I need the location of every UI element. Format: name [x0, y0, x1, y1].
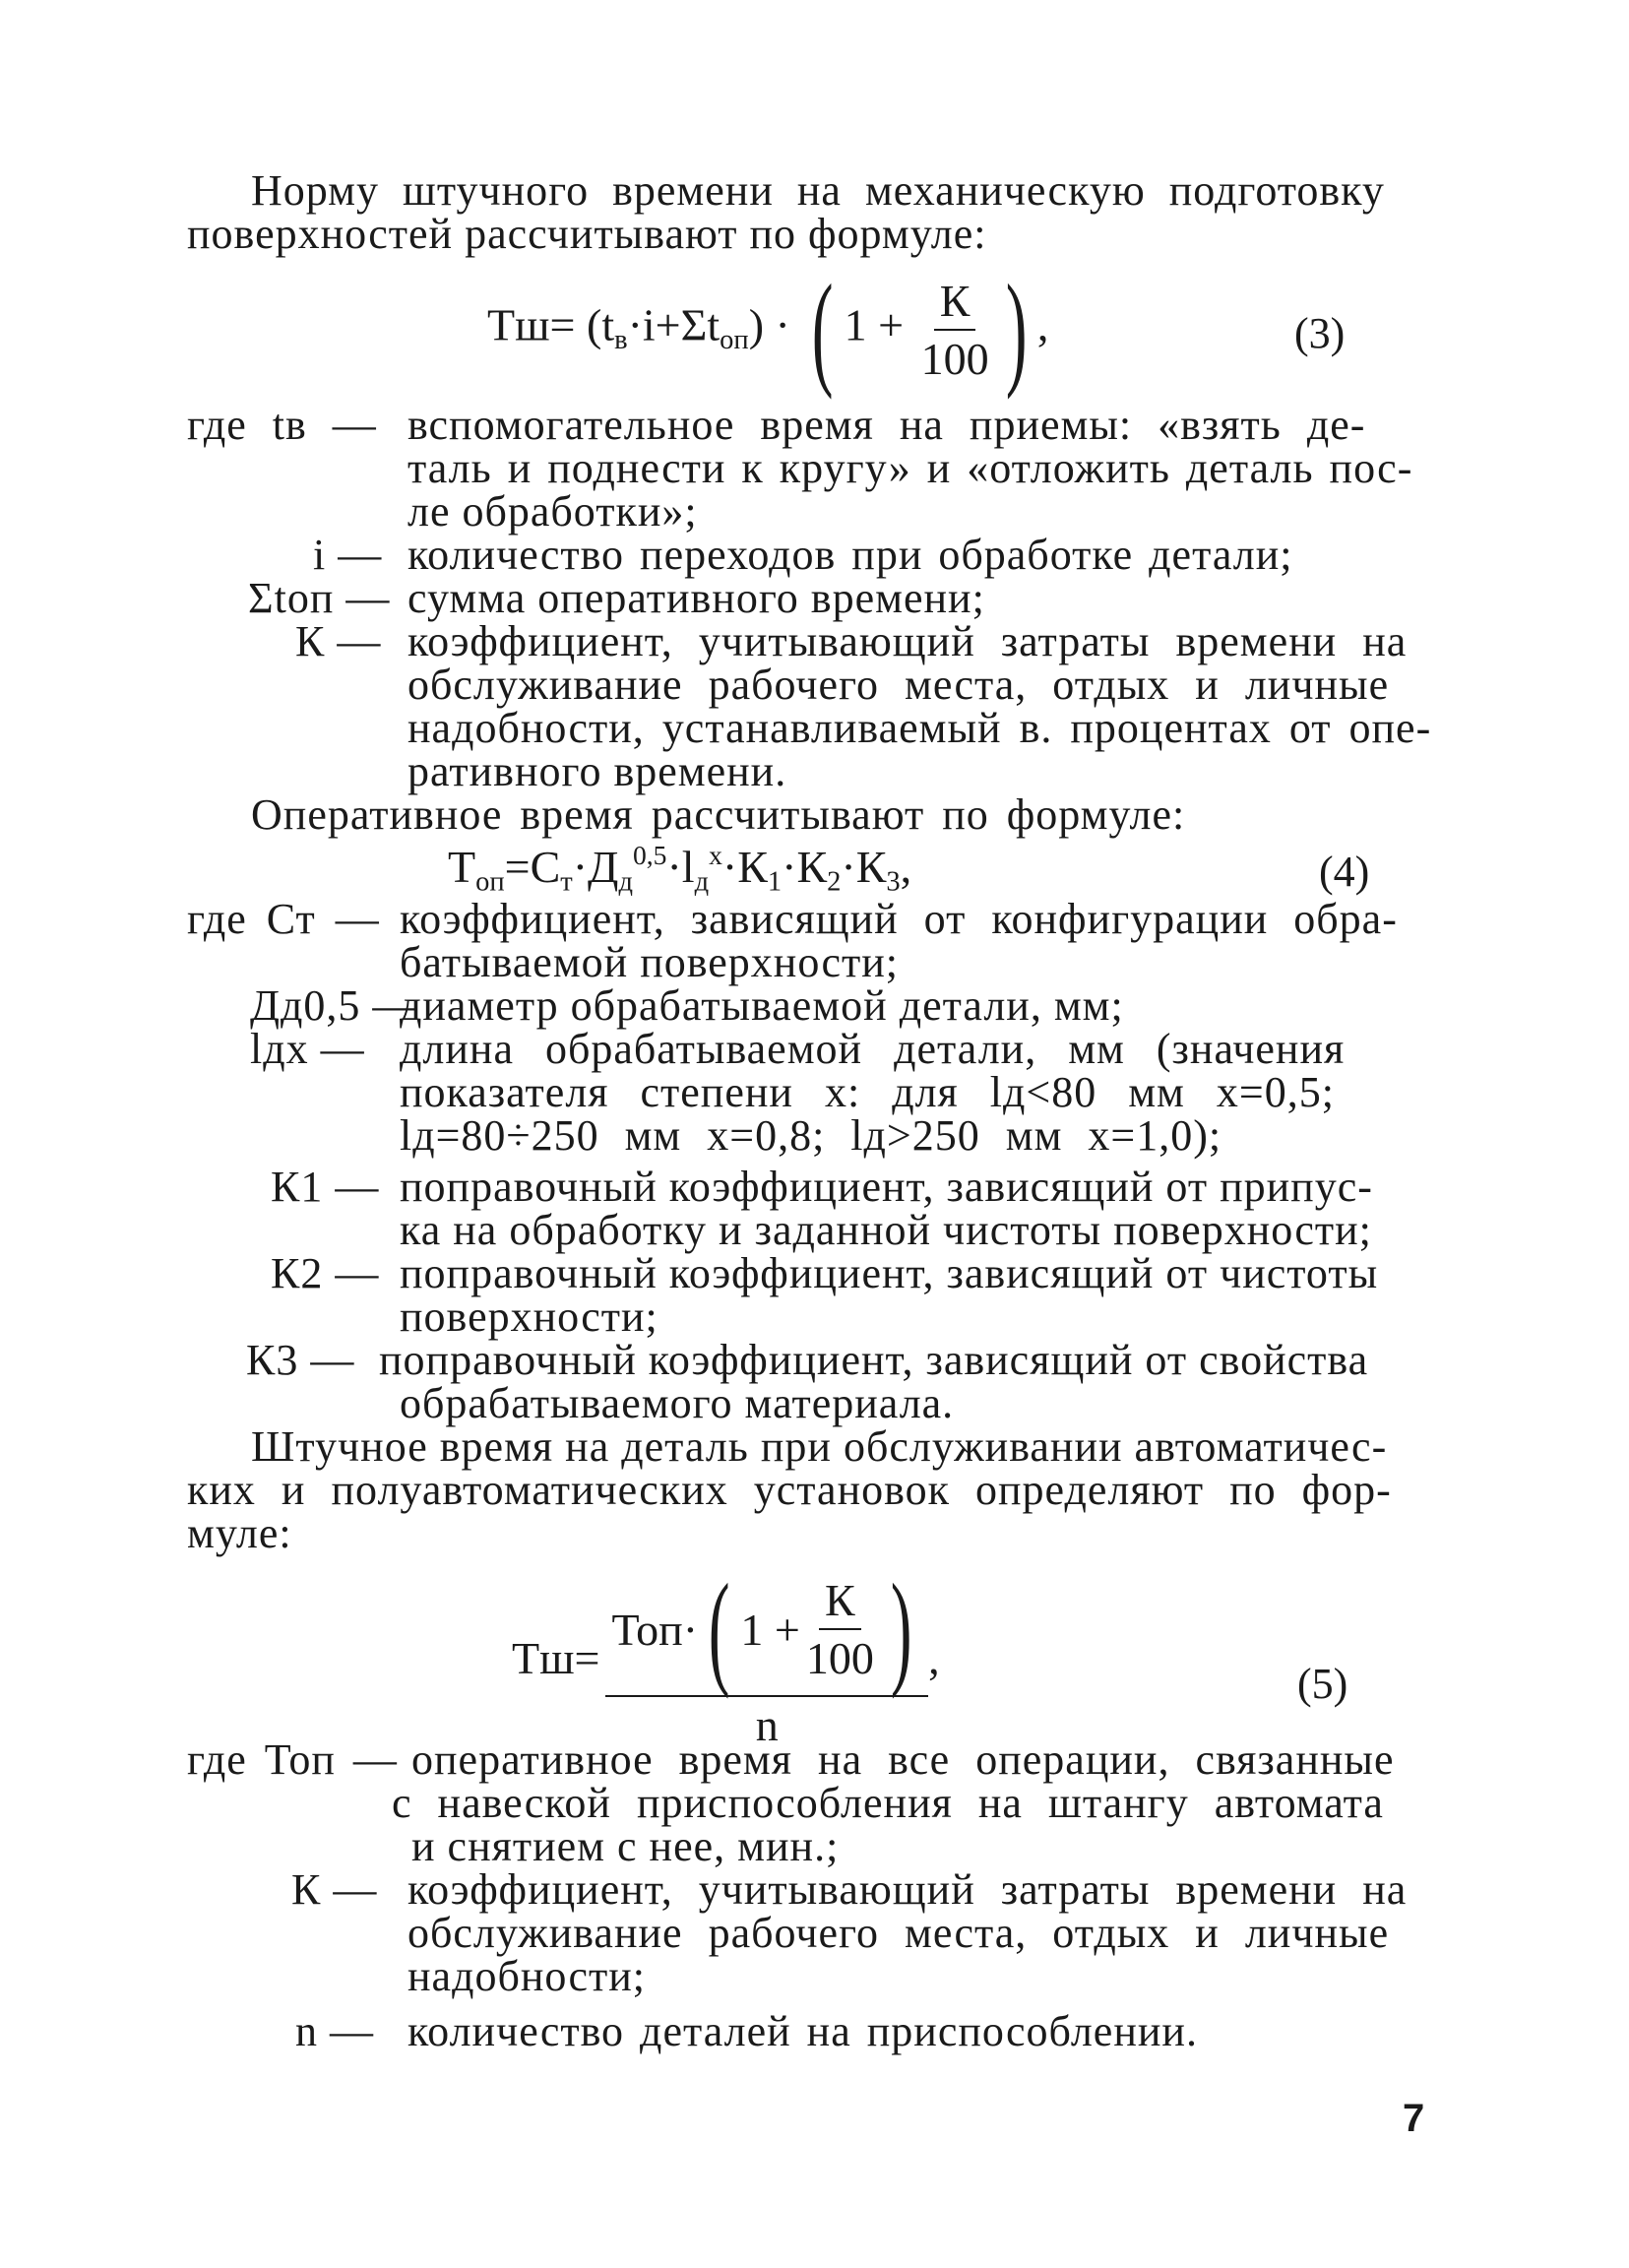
formula3-fraction — [915, 275, 995, 385]
formula4-lhs-sub: оп — [475, 866, 505, 898]
def3-i-sym: i — — [313, 531, 383, 579]
def5-top-line1 — [411, 1735, 1427, 1784]
def3-k-line3: надобности, устанавливаемый в. процентах от опе- — [407, 704, 1432, 752]
def4-k1-sym: К1 — — [271, 1163, 380, 1211]
def5-k-line2: обслуживание рабочего места, отдых и личные — [407, 1909, 1390, 1957]
def3-k-line2: обслуживание рабочего места, отдых и личные — [407, 661, 1390, 709]
def4-k1-line1: поправочный коэффициент, зависящий от припус- — [400, 1163, 1373, 1211]
auto-intro-text-2: ких и полуавтоматических установок определяют по фор- — [187, 1466, 1392, 1514]
formula5-eq: = — [574, 1633, 600, 1683]
def4-d-sym: Дд0,5 — — [250, 981, 417, 1030]
formula-3 — [487, 259, 1049, 401]
formula4-comma: , — [900, 842, 912, 892]
auto-intro-line-1: Штучное время на деталь при обслуживании автоматичес- — [251, 1422, 1388, 1471]
formula5-inner-fraction — [800, 1574, 880, 1684]
def4-ct-line2: батываемой поверхности; — [400, 938, 899, 986]
formula5-one-plus: 1 + — [740, 1604, 800, 1655]
def3-tv-text-1: вспомогательное время на приемы: «взять де- — [407, 401, 1366, 449]
def3-k-line1 — [407, 617, 1427, 665]
formula3-lhs: Тш — [487, 299, 550, 350]
def3-k-sym: К — — [295, 617, 382, 665]
formula3-tv-sub: в — [614, 325, 628, 356]
formula4-k3: ·К — [841, 842, 887, 892]
formula4-lhs: Т — [448, 842, 476, 892]
formula4-l-sub: д — [694, 866, 710, 898]
formula3-mid: ·i+Σ — [627, 299, 708, 350]
formula-4 — [448, 840, 912, 898]
def4-l-text-1: длина обрабатываемой детали, мм (значения — [400, 1025, 1346, 1073]
def3-tv-sym: где tв — — [187, 401, 377, 449]
formula4-k3-sub: 3 — [886, 866, 901, 898]
formula4-k1-sub: 1 — [767, 866, 783, 898]
def4-ct-sym: где Ст — — [187, 895, 380, 943]
def4-k2-line1: поправочный коэффициент, зависящий от чистоты — [400, 1249, 1379, 1297]
def3-k-text-1: коэффициент, учитывающий затраты времени на — [407, 617, 1408, 665]
formula4-k2: ·К — [782, 842, 828, 892]
def3-top-line1: сумма оперативного времени; — [407, 574, 985, 622]
formula5-denominator: n — [755, 1700, 779, 1750]
formula3-k: К — [934, 275, 976, 331]
formula3-paren-open: ( — [586, 299, 602, 350]
def4-l-line3: lд=80÷250 мм x=0,8; lд>250 мм x=1,0); — [400, 1111, 1222, 1160]
def3-tv-line2: таль и поднести к кругу» и «отложить деталь пос- — [407, 444, 1413, 492]
formula-5 — [512, 1558, 940, 1751]
formula4-d-sup: 0,5 — [632, 840, 667, 871]
def5-k-line3: надобности; — [407, 1952, 647, 2000]
def3-k-line4: ративного времени. — [407, 747, 787, 795]
def4-k2-line2: поверхности; — [400, 1292, 658, 1341]
formula4-ct: =С — [504, 842, 561, 892]
formula3-one-plus: 1 + — [844, 299, 905, 350]
formula5-top: Топ — [611, 1604, 683, 1655]
formula5-number: (5) — [1297, 1660, 1348, 1708]
auto-intro-line-3: муле: — [187, 1509, 292, 1557]
formula5-lhs: Тш — [512, 1633, 575, 1683]
formula3-paren-close: ) — [748, 299, 765, 350]
def5-n-sym: n — — [295, 2007, 374, 2055]
formula5-big-open: ( — [708, 1558, 730, 1700]
formula4-l-sup: x — [709, 840, 722, 871]
def4-d-line1: диаметр обрабатываемой детали, мм; — [400, 981, 1124, 1030]
formula4-d: ·Д — [572, 842, 619, 892]
def5-top-text-1: оперативное время на все операции, связанные — [411, 1735, 1395, 1784]
op-intro: Оперативное время рассчитывают по формуле: — [251, 790, 1186, 839]
formula4-k1: ·К — [721, 842, 768, 892]
formula4-k2-sub: 2 — [827, 866, 842, 898]
def5-n-line1: количество деталей на приспособлении. — [407, 2007, 1198, 2055]
def4-l-line2 — [400, 1068, 1427, 1116]
def3-i-line1: количество переходов при обработке детали; — [407, 531, 1293, 579]
formula3-number: (3) — [1294, 309, 1346, 357]
formula3-comma: , — [1036, 299, 1049, 350]
def5-top-line2 — [392, 1779, 1427, 1827]
intro-line-2: поверхностей рассчитывают по формуле: — [187, 210, 987, 258]
formula4-ct-sub: т — [560, 866, 573, 898]
formula3-tv: t — [601, 299, 615, 350]
def3-tv-line3: ле обработки»; — [407, 487, 698, 536]
def4-k2-sym: К2 — — [271, 1249, 380, 1297]
def5-k-text-1: коэффициент, учитывающий затраты времени на — [407, 1865, 1408, 1914]
def4-k3-line1: поправочный коэффициент, зависящий от свойства — [379, 1336, 1369, 1384]
formula3-big-close: ) — [1005, 259, 1028, 401]
def4-l-line1 — [400, 1025, 1427, 1073]
formula5-big-close: ) — [890, 1558, 912, 1700]
formula5-numerator — [605, 1558, 928, 1700]
formula3-top-sub: оп — [720, 325, 749, 356]
formula4-l: ·l — [666, 842, 695, 892]
formula4-number: (4) — [1319, 848, 1370, 896]
formula3-big-open: ( — [812, 259, 834, 401]
def3-tv-line1 — [407, 401, 1427, 449]
page-number: 7 — [1403, 2097, 1425, 2140]
intro-line-1-text: Норму штучного времени на механическую подготовку — [251, 166, 1385, 215]
def5-k-sym: К — — [291, 1865, 378, 1914]
formula5-comma: , — [928, 1633, 940, 1683]
formula5-k: К — [819, 1574, 861, 1630]
intro-line-1 — [251, 166, 1427, 215]
def4-ct-line1 — [400, 895, 1427, 943]
formula3-top: t — [707, 299, 721, 350]
formula5-hundred: 100 — [805, 1633, 874, 1683]
def5-top-line3: и снятием с нее, мин.; — [411, 1822, 840, 1870]
formula3-dot: · — [775, 299, 790, 350]
formula3-hundred: 100 — [920, 334, 989, 384]
formula3-eq: = — [549, 299, 576, 350]
def5-k-line1 — [407, 1865, 1427, 1914]
formula5-fraction — [605, 1558, 928, 1751]
def4-k3-line2: обрабатываемого материала. — [400, 1379, 955, 1427]
def4-ct-text-1: коэффициент, зависящий от конфигурации обра- — [400, 895, 1398, 943]
def4-k1-line2: ка на обработку и заданной чистоты поверхности; — [400, 1206, 1372, 1254]
def3-top-sym: Σtоп — — [248, 574, 391, 622]
auto-intro-line-2 — [187, 1466, 1427, 1514]
def4-l-sym: lдx — — [250, 1025, 365, 1073]
def5-top-sym: где Топ — — [187, 1735, 398, 1784]
formula5-dot: · — [682, 1604, 699, 1655]
formula4-d-sub: д — [618, 866, 633, 898]
def4-k3-sym: К3 — — [246, 1336, 355, 1384]
def4-l-text-2: показателя степени x: для lд<80 мм x=0,5; — [400, 1068, 1335, 1116]
def5-top-text-2: с навеской приспособления на штангу автомата — [392, 1779, 1384, 1827]
